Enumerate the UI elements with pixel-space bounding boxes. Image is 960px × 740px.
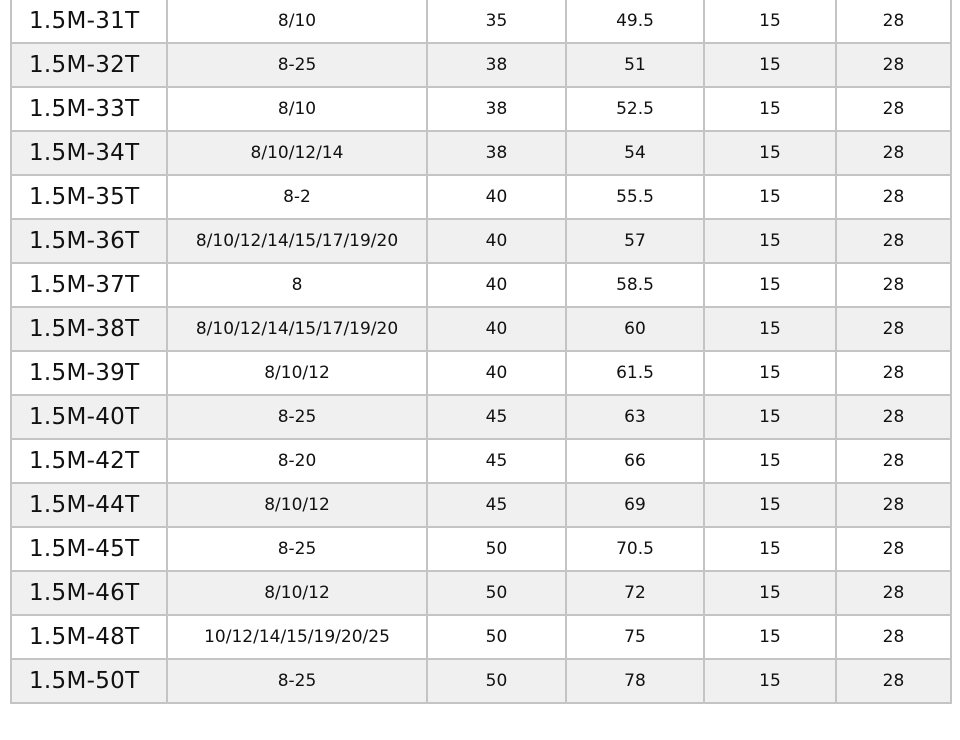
value-cell: 40 [427, 263, 566, 307]
table-row [11, 87, 951, 131]
value-cell: 28 [836, 571, 951, 615]
value-cell: 50 [427, 615, 566, 659]
table-row [11, 659, 951, 703]
table-row [11, 131, 951, 175]
bore-cell: 8/10/12 [167, 351, 427, 395]
value-cell: 38 [427, 87, 566, 131]
value-cell: 50 [427, 571, 566, 615]
value-cell: 69 [566, 483, 704, 527]
model-cell: 1.5M-32T [11, 43, 167, 87]
value-cell: 40 [427, 307, 566, 351]
table-row [11, 395, 951, 439]
value-cell: 35 [427, 0, 566, 43]
value-cell: 45 [427, 395, 566, 439]
model-cell: 1.5M-35T [11, 175, 167, 219]
model-cell: 1.5M-48T [11, 615, 167, 659]
value-cell: 15 [704, 439, 836, 483]
value-cell: 15 [704, 0, 836, 43]
model-cell: 1.5M-40T [11, 395, 167, 439]
value-cell: 15 [704, 175, 836, 219]
value-cell: 28 [836, 615, 951, 659]
bore-cell: 8-25 [167, 43, 427, 87]
bore-cell: 8/10 [167, 0, 427, 43]
value-cell: 70.5 [566, 527, 704, 571]
value-cell: 28 [836, 351, 951, 395]
value-cell: 52.5 [566, 87, 704, 131]
bore-cell: 10/12/14/15/19/20/25 [167, 615, 427, 659]
table-row [11, 527, 951, 571]
value-cell: 15 [704, 483, 836, 527]
value-cell: 40 [427, 351, 566, 395]
value-cell: 15 [704, 659, 836, 703]
table-row [11, 43, 951, 87]
value-cell: 28 [836, 0, 951, 43]
value-cell: 15 [704, 351, 836, 395]
value-cell: 28 [836, 43, 951, 87]
value-cell: 15 [704, 219, 836, 263]
value-cell: 15 [704, 87, 836, 131]
value-cell: 72 [566, 571, 704, 615]
value-cell: 38 [427, 43, 566, 87]
value-cell: 50 [427, 527, 566, 571]
table-row [11, 175, 951, 219]
value-cell: 28 [836, 131, 951, 175]
value-cell: 15 [704, 263, 836, 307]
model-cell: 1.5M-33T [11, 87, 167, 131]
model-cell: 1.5M-45T [11, 527, 167, 571]
model-cell: 1.5M-50T [11, 659, 167, 703]
value-cell: 40 [427, 219, 566, 263]
value-cell: 15 [704, 571, 836, 615]
value-cell: 55.5 [566, 175, 704, 219]
table-row [11, 351, 951, 395]
table-row [11, 615, 951, 659]
value-cell: 45 [427, 439, 566, 483]
model-cell: 1.5M-42T [11, 439, 167, 483]
bore-cell: 8-25 [167, 527, 427, 571]
bore-cell: 8/10/12 [167, 483, 427, 527]
value-cell: 28 [836, 219, 951, 263]
bore-cell: 8 [167, 263, 427, 307]
table-row [11, 571, 951, 615]
bore-cell: 8/10/12/14 [167, 131, 427, 175]
value-cell: 40 [427, 175, 566, 219]
value-cell: 75 [566, 615, 704, 659]
bore-cell: 8-25 [167, 659, 427, 703]
value-cell: 57 [566, 219, 704, 263]
table-row [11, 263, 951, 307]
value-cell: 38 [427, 131, 566, 175]
table-row [11, 0, 951, 43]
value-cell: 49.5 [566, 0, 704, 43]
value-cell: 78 [566, 659, 704, 703]
spec-table [10, 0, 952, 704]
value-cell: 15 [704, 43, 836, 87]
model-cell: 1.5M-44T [11, 483, 167, 527]
value-cell: 54 [566, 131, 704, 175]
value-cell: 15 [704, 307, 836, 351]
value-cell: 66 [566, 439, 704, 483]
value-cell: 51 [566, 43, 704, 87]
value-cell: 28 [836, 659, 951, 703]
model-cell: 1.5M-31T [11, 0, 167, 43]
bore-cell: 8/10/12/14/15/17/19/20 [167, 219, 427, 263]
table-row [11, 483, 951, 527]
model-cell: 1.5M-39T [11, 351, 167, 395]
value-cell: 63 [566, 395, 704, 439]
value-cell: 45 [427, 483, 566, 527]
model-cell: 1.5M-36T [11, 219, 167, 263]
table-row [11, 439, 951, 483]
value-cell: 28 [836, 395, 951, 439]
value-cell: 28 [836, 439, 951, 483]
bore-cell: 8/10/12 [167, 571, 427, 615]
value-cell: 15 [704, 615, 836, 659]
model-cell: 1.5M-46T [11, 571, 167, 615]
value-cell: 28 [836, 307, 951, 351]
bore-cell: 8/10/12/14/15/17/19/20 [167, 307, 427, 351]
bore-cell: 8/10 [167, 87, 427, 131]
value-cell: 50 [427, 659, 566, 703]
value-cell: 15 [704, 395, 836, 439]
value-cell: 15 [704, 131, 836, 175]
bore-cell: 8-2 [167, 175, 427, 219]
value-cell: 15 [704, 527, 836, 571]
value-cell: 28 [836, 527, 951, 571]
value-cell: 28 [836, 87, 951, 131]
model-cell: 1.5M-34T [11, 131, 167, 175]
value-cell: 28 [836, 175, 951, 219]
value-cell: 28 [836, 263, 951, 307]
value-cell: 61.5 [566, 351, 704, 395]
table-row [11, 307, 951, 351]
bore-cell: 8-20 [167, 439, 427, 483]
value-cell: 28 [836, 483, 951, 527]
value-cell: 60 [566, 307, 704, 351]
model-cell: 1.5M-38T [11, 307, 167, 351]
bore-cell: 8-25 [167, 395, 427, 439]
table-row [11, 219, 951, 263]
value-cell: 58.5 [566, 263, 704, 307]
model-cell: 1.5M-37T [11, 263, 167, 307]
